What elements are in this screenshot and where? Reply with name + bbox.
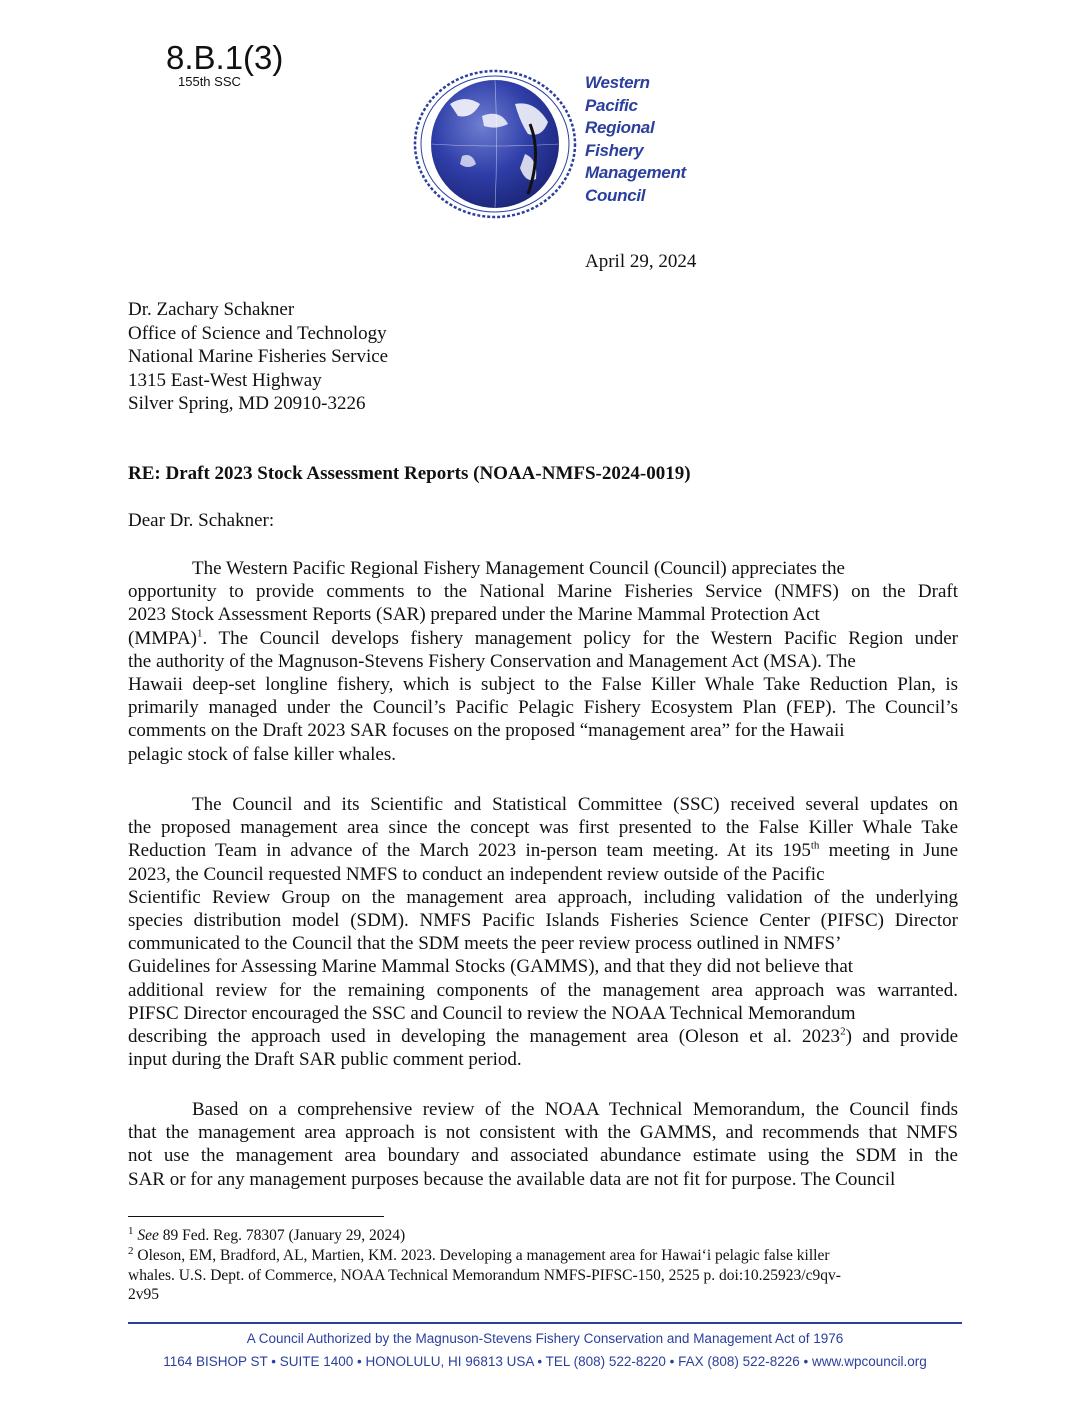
footnote-number: 1	[128, 1224, 134, 1237]
footnote-2	[128, 1246, 958, 1305]
council-globe-logo	[410, 64, 580, 220]
paragraph-line: Hawaii deep-set longline fishery, which is subject to the False Killer Whale Take Reduction Plan, is	[128, 674, 958, 696]
address-line: Dr. Zachary Schakner	[128, 299, 295, 320]
footer-divider	[128, 1322, 962, 1324]
paragraph-line: species distribution model (SDM). NMFS Pacific Islands Fisheries Science Center (PIFSC) Director	[128, 910, 958, 932]
body-paragraph-3	[128, 1098, 958, 1191]
council-name-line: Pacific	[585, 95, 638, 115]
agenda-sub-label: 155th SSC	[178, 74, 241, 89]
letter-date: April 29, 2024	[585, 251, 697, 272]
line-text: ) and provide	[845, 1026, 958, 1048]
council-name	[585, 72, 686, 208]
paragraph-line: Scientific Review Group on the management area approach, including validation of the underlying	[128, 886, 958, 908]
footnote-text: Oleson, EM, Bradford, AL, Martien, KM. 2023. Developing a management area for Hawai‘i pelagic false killer	[133, 1247, 830, 1264]
footnote-divider	[128, 1216, 384, 1217]
agenda-item-number: 8.B.1(3)	[166, 39, 284, 76]
council-name-line: Fishery	[585, 140, 644, 160]
footer-contact: 1164 BISHOP ST • SUITE 1400 • HONOLULU, HI 96813 USA • TEL (808) 522-8220 • FAX (808) 522-8226 • www.wpcouncil.org	[163, 1354, 927, 1369]
footnote-line	[128, 1246, 958, 1266]
paragraph-line: Based on a comprehensive review of the NOAA Technical Memorandum, the Council finds	[192, 1099, 958, 1120]
paragraph-line: PIFSC Director encouraged the SSC and Council to review the NOAA Technical Memorandum	[128, 1002, 856, 1024]
paragraph-line: SAR or for any management purposes because the available data are not fit for purpose. The Council	[128, 1168, 896, 1190]
paragraph-line: Guidelines for Assessing Marine Mammal Stocks (GAMMS), and that they did not believe that	[128, 956, 854, 978]
paragraph-line: 2023 Stock Assessment Reports (SAR) prepared under the Marine Mammal Protection Act	[128, 604, 820, 626]
paragraph-line: the proposed management area since the concept was first presented to the False Killer Whale Take	[128, 817, 958, 839]
recipient-address	[128, 298, 388, 416]
line-text: . The Council develops fishery management policy for the Western Pacific Region under	[202, 627, 958, 649]
council-name-line: Regional	[585, 118, 655, 138]
paragraph-line: that the management area approach is not consistent with the GAMMS, and recommends that NMFS	[128, 1122, 958, 1144]
paragraph-line: The Council and its Scientific and Statistical Committee (SSC) received several updates on	[192, 794, 958, 815]
council-name-line: Western	[585, 73, 650, 92]
paragraph-line: The Western Pacific Regional Fishery Management Council (Council) appreciates the	[192, 558, 845, 579]
council-name-line: Management	[585, 163, 686, 183]
paragraph-line: comments on the Draft 2023 SAR focuses on the proposed “management area” for the Hawaii	[128, 720, 845, 742]
paragraph-line: not use the management area boundary and associated abundance estimate using the SDM in the	[128, 1145, 958, 1167]
address-line: National Marine Fisheries Service	[128, 346, 389, 367]
footnote-text: 89 Fed. Reg. 78307 (January 29, 2024)	[158, 1227, 406, 1244]
paragraph-line: pelagic stock of false killer whales.	[128, 743, 397, 765]
paragraph-line: the authority of the Magnuson-Stevens Fishery Conservation and Management Act (MSA). The	[128, 650, 856, 672]
footnote-line: whales. U.S. Dept. of Commerce, NOAA Technical Memorandum NMFS-PIFSC-150, 2525 p. doi:10.25923/c9qv-	[128, 1266, 841, 1284]
paragraph-line: primarily managed under the Council’s Pacific Pelagic Fishery Ecosystem Plan (FEP). The Council’s	[128, 697, 958, 719]
body-paragraph-1	[128, 557, 958, 766]
footer-authorization: A Council Authorized by the Magnuson-Stevens Fishery Conservation and Management Act of 1976	[246, 1331, 844, 1346]
paragraph-line	[128, 627, 958, 650]
footnote-reference: th	[810, 840, 820, 853]
address-line: Silver Spring, MD 20910-3226	[128, 393, 366, 414]
council-name-line: Council	[585, 185, 646, 205]
line-text: (MMPA)	[128, 627, 197, 649]
paragraph-line: input during the Draft SAR public comment period.	[128, 1049, 522, 1071]
address-line: Office of Science and Technology	[128, 322, 387, 344]
paragraph-line	[128, 839, 958, 862]
address-line: 1315 East-West Highway	[128, 369, 322, 391]
paragraph-line: opportunity to provide comments to the National Marine Fisheries Service (NMFS) on the Draft	[128, 581, 958, 603]
line-text: meeting in June	[819, 840, 958, 862]
line-text: Reduction Team in advance of the March 2023 in-person team meeting. At its 195	[128, 840, 811, 862]
paragraph-line	[128, 1025, 958, 1048]
footnote-number: 2	[128, 1244, 134, 1257]
footnote-signal: See	[137, 1227, 159, 1244]
footnote-reference: 2	[840, 1025, 846, 1038]
footnote-reference: 1	[197, 627, 203, 640]
line-text: describing the approach used in developing the management area (Oleson et al. 2023	[128, 1026, 841, 1048]
subject-line: RE: Draft 2023 Stock Assessment Reports (NOAA-NMFS-2024-0019)	[128, 463, 691, 484]
paragraph-line: 2023, the Council requested NMFS to conduct an independent review outside of the Pacific	[128, 863, 825, 885]
body-paragraph-2	[128, 793, 958, 1071]
footnote-1	[128, 1226, 958, 1246]
footnote-line: 2v95	[128, 1286, 159, 1303]
paragraph-line: additional review for the remaining components of the management area approach was warranted.	[128, 979, 958, 1001]
paragraph-line: communicated to the Council that the SDM meets the peer review process outlined in NMFS’	[128, 933, 842, 955]
salutation: Dear Dr. Schakner:	[128, 510, 275, 531]
